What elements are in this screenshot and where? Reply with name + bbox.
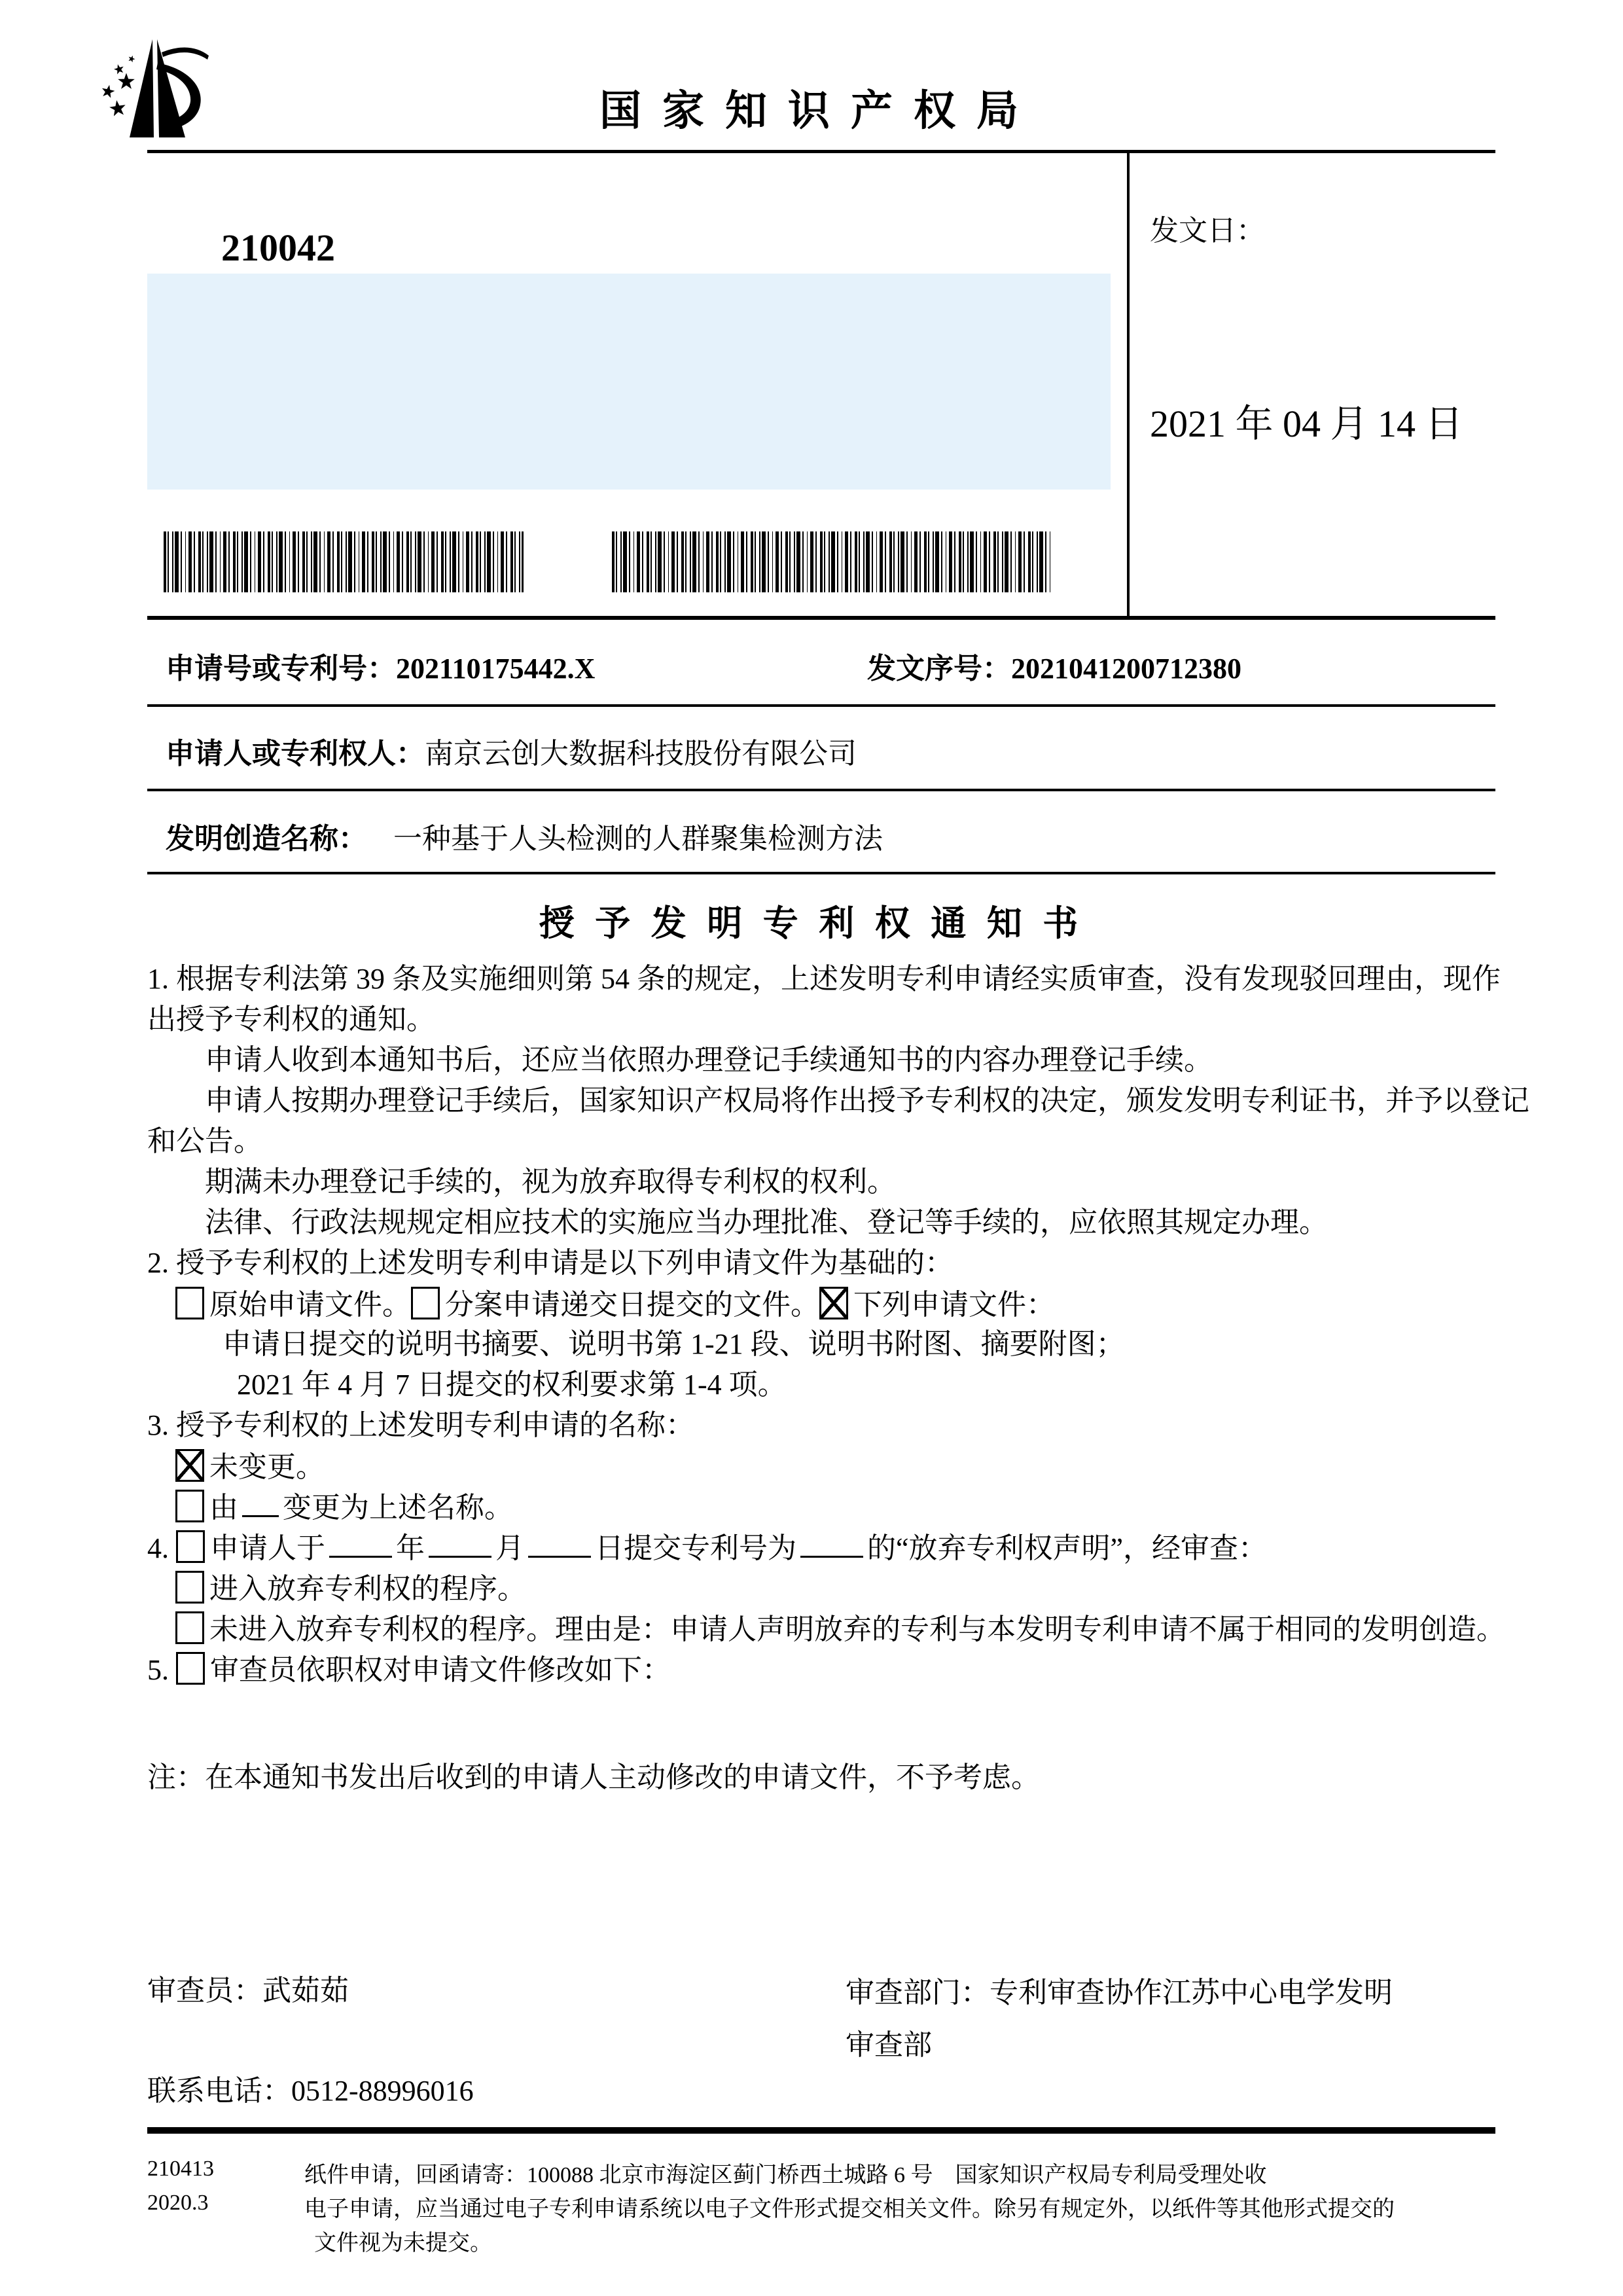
invention-row [166,815,883,857]
department-value: 专利审查协作江苏中心电学发明 [990,1977,1393,2009]
checkbox-divisional-files [411,1287,440,1319]
footer-line-1: 纸件申请，回函请寄：100088 北京市海淀区蓟门桥西土城路 6 号 国家知识产权局专利局受理处收 [304,2163,1267,2187]
section-rule-2 [147,704,1495,707]
application-number-value: 202110175442.X [396,653,596,685]
header-rule [147,150,1495,153]
body-line-16 [175,1571,526,1607]
blank-patent-no [800,1534,863,1558]
issue-date-label: 发文日： [1150,215,1265,247]
checkbox-waiver-not-entered [175,1611,204,1644]
body-line-7: 法律、行政法规规定相应技术的实施应当办理批准、登记等手续的，应依照其规定办理。 [205,1206,1328,1238]
examiner-label: 审查员： [147,1975,262,2007]
footer-code-2: 2020.3 [147,2191,209,2215]
section-rule-1 [147,616,1495,620]
body-line-17 [175,1611,1505,1647]
item-5-number: 5. [147,1654,169,1686]
body-line-6: 期满未办理登记手续的，视为放弃取得专利权的权利。 [205,1166,896,1198]
body-line-11: 2021 年 4 月 7 日提交的权利要求第 1-4 项。 [237,1369,787,1401]
body-line-18 [147,1652,671,1688]
label-name-changed-suffix: 变更为上述名称。 [283,1492,513,1524]
body-line-8: 2. 授予专利权的上述发明专利申请是以下列申请文件为基础的： [147,1247,954,1279]
checkbox-examiner-amend [176,1652,205,1685]
label-listed-files: 下列申请文件： [853,1289,1055,1321]
label-divisional-files: 分案申请递交日提交的文件。 [445,1289,819,1321]
body-line-9 [175,1287,1055,1323]
checkbox-original-files [175,1287,204,1319]
item-4-number: 4. [147,1532,169,1564]
footer-line-2: 电子申请，应当通过电子专利申请系统以电子文件形式提交相关文件。除另有规定外，以纸件等其他形式提交的 [304,2197,1395,2221]
examine-department-block [846,1967,1393,2072]
footer-code-1: 210413 [147,2157,214,2181]
blank-day [528,1534,591,1558]
applicant-value: 南京云创大数据科技股份有限公司 [425,738,857,770]
body-line-3: 申请人收到本通知书后，还应当依照办理登记手续通知书的内容办理登记手续。 [205,1044,1213,1076]
examiner-row [147,1967,349,2009]
phone-label: 联系电话： [147,2075,291,2107]
applicant-row [166,730,857,772]
body-line-2: 出授予专利权的通知。 [147,1003,435,1035]
invention-value: 一种基于人头检测的人群聚集检测方法 [393,823,883,855]
body-line-15 [147,1530,1267,1566]
cnipa-logo [88,31,226,152]
checkbox-waiver-submitted [176,1530,205,1563]
label-waiver-month: 月 [495,1532,524,1564]
footer-rule [147,2127,1495,2134]
examiner-name: 武茹茹 [262,1975,349,2007]
department-value-2: 审查部 [846,2029,932,2062]
note-line: 注：在本通知书发出后收到的申请人主动修改的申请文件，不予考虑。 [147,1761,1040,1793]
blank-old-name [242,1493,279,1517]
label-waiver-1: 申请人于 [210,1532,325,1564]
checkbox-name-unchanged [175,1449,204,1482]
checkbox-name-changed [175,1490,204,1522]
section-rule-3 [147,789,1495,791]
application-number-row [166,645,595,687]
body-line-4: 申请人按期办理登记手续后，国家知识产权局将作出授予专利权的决定，颁发发明专利证书，并予以登记 [205,1085,1529,1117]
label-waiver-not-entered: 未进入放弃专利权的程序。理由是：申请人声明放弃的专利与本发明专利申请不属于相同的发明创造。 [209,1613,1505,1645]
barcode-serial-number [612,531,1052,592]
application-number-label: 申请号或专利号： [166,653,396,685]
phone-value: 0512-88996016 [291,2075,474,2107]
invention-label: 发明创造名称： [166,823,367,855]
applicant-label: 申请人或专利权人： [166,738,425,770]
serial-number-row [867,645,1241,687]
blank-year [329,1534,392,1558]
label-name-changed-prefix: 由 [209,1492,238,1524]
body-line-10: 申请日提交的说明书摘要、说明书第 1-21 段、说明书附图、摘要附图； [223,1328,1125,1360]
body-line-13 [175,1449,325,1485]
phone-row [147,2067,474,2109]
label-original-files: 原始申请文件。 [209,1289,411,1321]
footer-line-3: 文件视为未提交。 [314,2231,492,2255]
label-examiner-amend: 审查员依职权对申请文件修改如下： [210,1654,671,1686]
label-waiver-2: 日提交专利号为 [595,1532,796,1564]
label-waiver-3: 的“放弃专利权声明”，经审查： [867,1532,1268,1564]
notice-title: 授 予 发 明 专 利 权 通 知 书 [539,904,1084,943]
doc-code: 210042 [221,226,335,269]
barcode-application-number [164,531,524,592]
issue-date-value: 2021 年 04 月 14 日 [1150,403,1463,445]
section-rule-4 [147,872,1495,874]
blank-month [429,1534,491,1558]
agency-title: 国 家 知 识 产 权 局 [599,88,1024,134]
body-line-14 [175,1490,513,1526]
body-line-1: 1. 根据专利法第 39 条及实施细则第 54 条的规定，上述发明专利申请经实质审查，没有发现驳回理由，现作 [147,963,1501,995]
address-highlight-box [147,274,1111,490]
label-name-unchanged: 未变更。 [209,1451,325,1483]
body-line-5: 和公告。 [147,1125,262,1157]
body-line-12: 3. 授予专利权的上述发明专利申请的名称： [147,1409,694,1441]
checkbox-listed-files [819,1287,848,1319]
serial-number-label: 发文序号： [867,653,1011,685]
label-waiver-entered: 进入放弃专利权的程序。 [209,1573,526,1605]
serial-number-value: 2021041200712380 [1011,653,1241,685]
label-waiver-year: 年 [396,1532,425,1564]
department-label: 审查部门： [846,1977,990,2009]
checkbox-waiver-entered [175,1571,204,1604]
issue-date-box-divider [1127,150,1130,617]
